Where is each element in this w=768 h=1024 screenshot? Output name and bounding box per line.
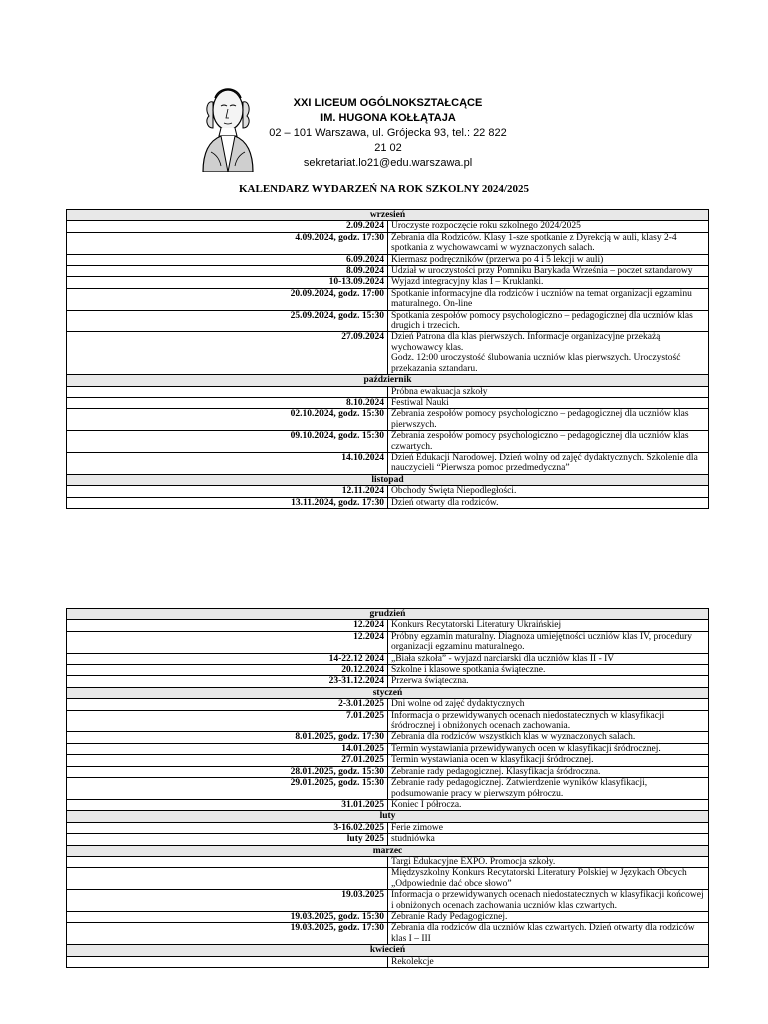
event-text: Informacja o przewidywanych ocenach niedostatecznych w klasyfikacji końcowej i obniżonych ocenach zachowania uczniów klas czwartych. bbox=[391, 890, 704, 911]
event-row bbox=[67, 868, 709, 890]
event-description bbox=[388, 956, 709, 967]
event-description bbox=[388, 676, 709, 687]
event-description bbox=[388, 332, 709, 375]
event-description bbox=[388, 452, 709, 474]
event-description bbox=[388, 822, 709, 833]
event-date bbox=[67, 956, 388, 967]
event-date: 09.10.2024, godz. 15:30 bbox=[67, 431, 388, 453]
calendar-table-1 bbox=[66, 209, 709, 509]
event-row bbox=[67, 778, 709, 800]
event-row bbox=[67, 266, 709, 277]
event-text: Zebrania dla rodziców dla uczniów klas czwartych. Dzień otwarty dla rodziców klas I – III bbox=[391, 923, 695, 944]
event-date: 02.10.2024, godz. 15:30 bbox=[67, 409, 388, 431]
month-label: marzec bbox=[67, 845, 709, 856]
event-date: 12.2024 bbox=[67, 620, 388, 631]
event-row bbox=[67, 665, 709, 676]
event-text: Zebrania dla rodziców wszystkich klas w wyznaczonych salach. bbox=[391, 732, 636, 743]
event-row bbox=[67, 923, 709, 945]
event-row bbox=[67, 743, 709, 754]
event-row bbox=[67, 277, 709, 288]
month-header-row bbox=[67, 375, 709, 386]
event-row bbox=[67, 911, 709, 922]
document-title: KALENDARZ WYDARZEŃ NA ROK SZKOLNY 2024/2025 bbox=[238, 183, 529, 195]
event-text: Festiwal Nauki bbox=[391, 397, 449, 408]
event-row bbox=[67, 497, 709, 508]
event-text: Informacja o przewidywanych ocenach niedostatecznych w klasyfikacji śródrocznej i obniżonych ocenach zachowania. bbox=[391, 710, 665, 732]
event-date: 14-22.12 2024 bbox=[67, 653, 388, 664]
event-description bbox=[388, 778, 709, 800]
month-label: listopad bbox=[67, 474, 709, 485]
event-text: Próbna ewakuacja szkoły bbox=[391, 386, 488, 397]
calendar-table-2 bbox=[66, 608, 709, 968]
event-text: Próbny egzamin maturalny. Diagnoza umiejętności uczniów klas IV, procedury organizacji egzaminu maturalnego. bbox=[391, 631, 693, 653]
event-description bbox=[388, 665, 709, 676]
month-header-row bbox=[67, 609, 709, 620]
event-text: Dzień Edukacji Narodowej. Dzień wolny od zajęć dydaktycznych. Szkolenie dla nauczycieli “Pierwsza pomoc przedmedyczna” bbox=[391, 452, 698, 474]
month-label: luty bbox=[67, 811, 709, 822]
event-row bbox=[67, 431, 709, 453]
event-description bbox=[388, 409, 709, 431]
event-date: 2-3.01.2025 bbox=[67, 699, 388, 710]
event-date: 8.09.2024 bbox=[67, 266, 388, 277]
event-date bbox=[67, 386, 388, 397]
event-text: Międzyszkolny Konkurs Recytatorski Literatury Polskiej w Językach Obcych „Odpowiednie dać obce słowo” bbox=[391, 868, 687, 889]
event-description bbox=[388, 310, 709, 332]
event-date bbox=[67, 868, 388, 890]
event-text: Zebranie Rady Pedagogicznej. bbox=[391, 911, 508, 922]
event-description bbox=[388, 386, 709, 397]
school-name: XXI LICEUM OGÓLNOKSZTAŁCĄCE bbox=[293, 97, 483, 109]
school-address: 02 – 101 Warszawa, ul. Grójecka 93, tel.: 22 822 21 02 bbox=[269, 127, 507, 154]
event-date: 19.03.2025, godz. 17:30 bbox=[67, 923, 388, 945]
event-description bbox=[388, 653, 709, 664]
event-date: 3-16.02.2025 bbox=[67, 822, 388, 833]
event-description bbox=[388, 699, 709, 710]
event-date: 7.01.2025 bbox=[67, 710, 388, 732]
month-header-row bbox=[67, 845, 709, 856]
event-row bbox=[67, 890, 709, 912]
event-text: „Biała szkoła” - wyjazd narciarski dla uczniów klas II - IV bbox=[391, 653, 615, 664]
event-row bbox=[67, 254, 709, 265]
event-date: 12.11.2024 bbox=[67, 486, 388, 497]
event-description bbox=[388, 288, 709, 310]
event-date: 25.09.2024, godz. 15:30 bbox=[67, 310, 388, 332]
event-description bbox=[388, 266, 709, 277]
month-label: styczeń bbox=[67, 687, 709, 698]
event-row bbox=[67, 221, 709, 232]
event-row bbox=[67, 799, 709, 810]
event-row bbox=[67, 710, 709, 732]
month-header-row bbox=[67, 210, 709, 221]
event-row bbox=[67, 856, 709, 867]
month-header-row bbox=[67, 474, 709, 485]
event-date: 23-31.12.2024 bbox=[67, 676, 388, 687]
event-date: 28.01.2025, godz. 15:30 bbox=[67, 766, 388, 777]
event-description bbox=[388, 620, 709, 631]
event-row bbox=[67, 956, 709, 967]
event-date: 10-13.09.2024 bbox=[67, 277, 388, 288]
event-description bbox=[388, 277, 709, 288]
event-row bbox=[67, 653, 709, 664]
event-date: 8.10.2024 bbox=[67, 397, 388, 408]
event-description bbox=[388, 397, 709, 408]
event-text: Ferie zimowe bbox=[391, 822, 443, 833]
event-row bbox=[67, 409, 709, 431]
event-date: 14.01.2025 bbox=[67, 743, 388, 754]
event-description bbox=[388, 890, 709, 912]
event-date: 2.09.2024 bbox=[67, 221, 388, 232]
event-text: Przerwa świąteczna. bbox=[391, 676, 469, 687]
event-text: Dzień otwarty dla rodziców. bbox=[391, 497, 499, 508]
event-text: Zebrania dla Rodziców. Klasy 1-sze spotkanie z Dyrekcją w auli, klasy 2-4 spotkania z wychowawcami w wyznaczonych salach. bbox=[391, 232, 677, 254]
event-description bbox=[388, 486, 709, 497]
event-row bbox=[67, 676, 709, 687]
event-date: 4.09.2024, godz. 17:30 bbox=[67, 232, 388, 254]
event-row bbox=[67, 732, 709, 743]
letterhead bbox=[0, 80, 768, 190]
event-text-line2: Godz. 12:00 uroczystość ślubowania uczniów klas pierwszych. Uroczystość przekazania sztandaru. bbox=[391, 353, 681, 374]
event-description bbox=[388, 232, 709, 254]
event-text: Dni wolne od zajęć dydaktycznych bbox=[391, 699, 525, 710]
event-description bbox=[388, 221, 709, 232]
event-date bbox=[67, 856, 388, 867]
event-description bbox=[388, 431, 709, 453]
school-info bbox=[268, 96, 508, 171]
event-text: Spotkania zespołów pomocy psychologiczno – pedagogicznej dla uczniów klas drugich i trzecich. bbox=[391, 310, 693, 332]
event-row bbox=[67, 755, 709, 766]
event-row bbox=[67, 452, 709, 474]
event-date: 13.11.2024, godz. 17:30 bbox=[67, 497, 388, 508]
event-date: luty 2025 bbox=[67, 834, 388, 845]
event-row bbox=[67, 232, 709, 254]
event-date: 29.01.2025, godz. 15:30 bbox=[67, 778, 388, 800]
event-text: Kiermasz podręczników (przerwa po 4 i 5 lekcji w auli) bbox=[391, 254, 604, 265]
event-text: Targi Edukacyjne EXPO. Promocja szkoły. bbox=[391, 856, 556, 867]
event-text: Spotkanie informacyjne dla rodziców i uczniów na temat organizacji egzaminu maturalnego. On-line bbox=[391, 288, 692, 310]
event-row bbox=[67, 834, 709, 845]
event-text: Zebrania zespołów pomocy psychologiczno – pedagogicznej dla uczniów klas pierwszych. bbox=[391, 409, 689, 430]
event-description bbox=[388, 923, 709, 945]
event-row bbox=[67, 486, 709, 497]
event-description bbox=[388, 631, 709, 653]
school-patron: IM. HUGONA KOŁŁĄTAJA bbox=[320, 112, 456, 124]
event-text: Zebranie rady pedagogicznej. Klasyfikacja śródroczna. bbox=[391, 766, 601, 777]
month-header-row bbox=[67, 687, 709, 698]
event-row bbox=[67, 631, 709, 653]
event-description bbox=[388, 868, 709, 890]
event-row bbox=[67, 620, 709, 631]
event-date: 19.03.2025, godz. 15:30 bbox=[67, 911, 388, 922]
event-text: Dzień Patrona dla klas pierwszych. Informacje organizacyjne przekażą wychowawcy klas. bbox=[391, 332, 661, 353]
event-date: 27.09.2024 bbox=[67, 332, 388, 375]
event-row bbox=[67, 766, 709, 777]
event-date: 12.2024 bbox=[67, 631, 388, 653]
event-description bbox=[388, 732, 709, 743]
event-description bbox=[388, 254, 709, 265]
month-header-row bbox=[67, 945, 709, 956]
event-row bbox=[67, 699, 709, 710]
event-text: Rekolekcje bbox=[391, 956, 434, 967]
event-date: 6.09.2024 bbox=[67, 254, 388, 265]
event-text: Zebrania zespołów pomocy psychologiczno – pedagogicznej dla uczniów klas czwartych. bbox=[391, 431, 689, 452]
event-date: 20.12.2024 bbox=[67, 665, 388, 676]
event-text: Termin wystawiania przewidywanych ocen w klasyfikacji śródrocznej. bbox=[391, 743, 661, 754]
event-text: Udział w uroczystości przy Pomniku Barykada Września – poczet sztandarowy bbox=[391, 266, 693, 277]
month-label: wrzesień bbox=[67, 210, 709, 221]
event-text: Konkurs Recytatorski Literatury Ukraińskiej bbox=[391, 620, 562, 631]
month-label: październik bbox=[67, 375, 709, 386]
event-date: 20.09.2024, godz. 17:00 bbox=[67, 288, 388, 310]
month-label: kwiecień bbox=[67, 945, 709, 956]
event-date: 8.01.2025, godz. 17:30 bbox=[67, 732, 388, 743]
event-text: Termin wystawiania ocen w klasyfikacji śródrocznej. bbox=[391, 755, 594, 766]
event-description bbox=[388, 766, 709, 777]
month-label: grudzień bbox=[67, 609, 709, 620]
event-description bbox=[388, 755, 709, 766]
event-text: Zebranie rady pedagogicznej. Zatwierdzenie wyników klasyfikacji, podsumowanie pracy w pierwszym półroczu. bbox=[391, 778, 648, 799]
event-date: 19.03.2025 bbox=[67, 890, 388, 912]
school-email: sekretariat.lo21@edu.warszawa.pl bbox=[303, 157, 473, 169]
month-header-row bbox=[67, 811, 709, 822]
event-text: Koniec I półrocza. bbox=[391, 799, 462, 810]
event-description bbox=[388, 856, 709, 867]
event-text: Wyjazd integracyjny klas I – Kruklanki. bbox=[391, 277, 544, 288]
event-text: Szkolne i klasowe spotkania świąteczne. bbox=[391, 665, 546, 676]
event-row bbox=[67, 310, 709, 332]
event-row bbox=[67, 822, 709, 833]
event-date: 14.10.2024 bbox=[67, 452, 388, 474]
patron-portrait bbox=[197, 80, 259, 172]
event-date: 27.01.2025 bbox=[67, 755, 388, 766]
event-description bbox=[388, 497, 709, 508]
event-row bbox=[67, 332, 709, 375]
event-row bbox=[67, 386, 709, 397]
event-date: 31.01.2025 bbox=[67, 799, 388, 810]
event-text: Obchody Święta Niepodległości. bbox=[391, 486, 517, 497]
event-description bbox=[388, 710, 709, 732]
event-description bbox=[388, 834, 709, 845]
event-description bbox=[388, 743, 709, 754]
event-text: Uroczyste rozpoczęcie roku szkolnego 2024/2025 bbox=[391, 221, 581, 232]
event-description bbox=[388, 799, 709, 810]
event-row bbox=[67, 288, 709, 310]
event-text: studniówka bbox=[391, 834, 435, 845]
event-row bbox=[67, 397, 709, 408]
event-description bbox=[388, 911, 709, 922]
